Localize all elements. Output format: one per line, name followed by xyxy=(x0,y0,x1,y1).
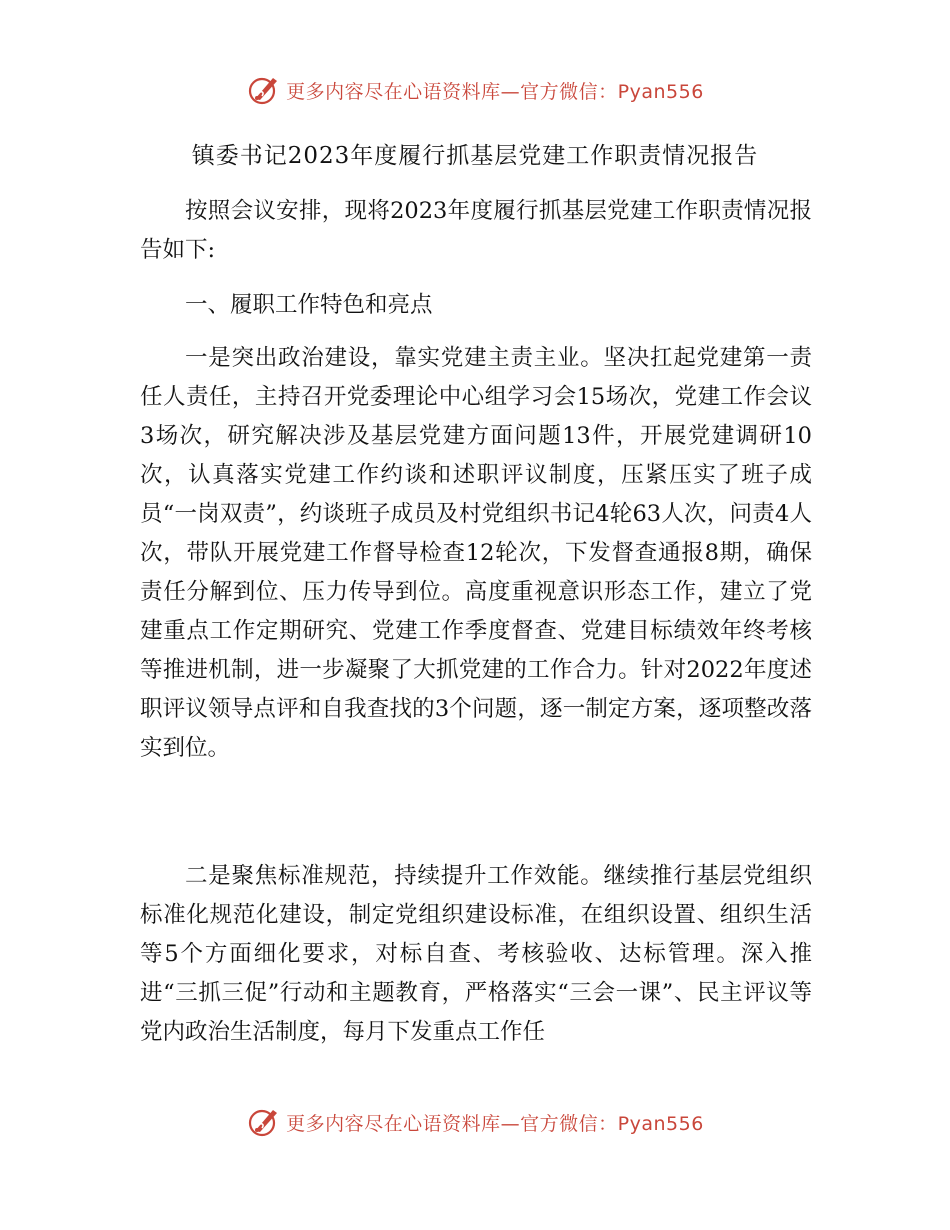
paragraph-political-building: 一是突出政治建设，靠实党建主责主业。坚决扛起党建第一责任人责任，主持召开党委理论中心组学习会15场次，党建工作会议3场次，研究解决涉及基层党建方面问题13件，开展党建调研10次，认真落实党建工作约谈和述职评议制度，压紧压实了班子成员“一岗双责”，约谈班子成员及村党组织书记4轮63人次，问责4人次，带队开展党建工作督导检查12轮次，下发督查通报8期，确保责任分解到位、压力传导到位。高度重视意识形态工作，建立了党建重点工作定期研究、党建工作季度督查、党建目标绩效年终考核等推进机制，进一步凝聚了大抓党建的工作合力。针对2022年度述职评议领导点评和自我查找的3个问题，逐一制定方案，逐项整改落实到位。 xyxy=(140,345,812,761)
intro-paragraph: 按照会议安排，现将2023年度履行抓基层党建工作职责情况报告如下: xyxy=(140,198,812,263)
quill-logo-icon xyxy=(246,1104,282,1140)
watermark-banner-bottom xyxy=(0,1100,950,1144)
section-heading: 一、履职工作特色和亮点 xyxy=(185,292,433,318)
paragraph-standards: 二是聚焦标准规范，持续提升工作效能。继续推行基层党组织标准化规范化建设，制定党组织建设标准，在组织设置、组织生活等5个方面细化要求，对标自查、考核验收、达标管理。深入推进“三抓三促”行动和主题教育，严格落实“三会一课”、民主评议等党内政治生活制度，每月下发重点工作任 xyxy=(140,863,812,1045)
watermark-text: 更多内容尽在心语资料库—官方微信：Pyan556 xyxy=(286,80,704,103)
quill-logo-icon xyxy=(246,72,282,108)
document-title: 镇委书记2023年度履行抓基层党建工作职责情况报告 xyxy=(191,143,759,169)
watermark-text: 更多内容尽在心语资料库—官方微信：Pyan556 xyxy=(286,1112,704,1135)
watermark-banner-top xyxy=(0,68,950,112)
